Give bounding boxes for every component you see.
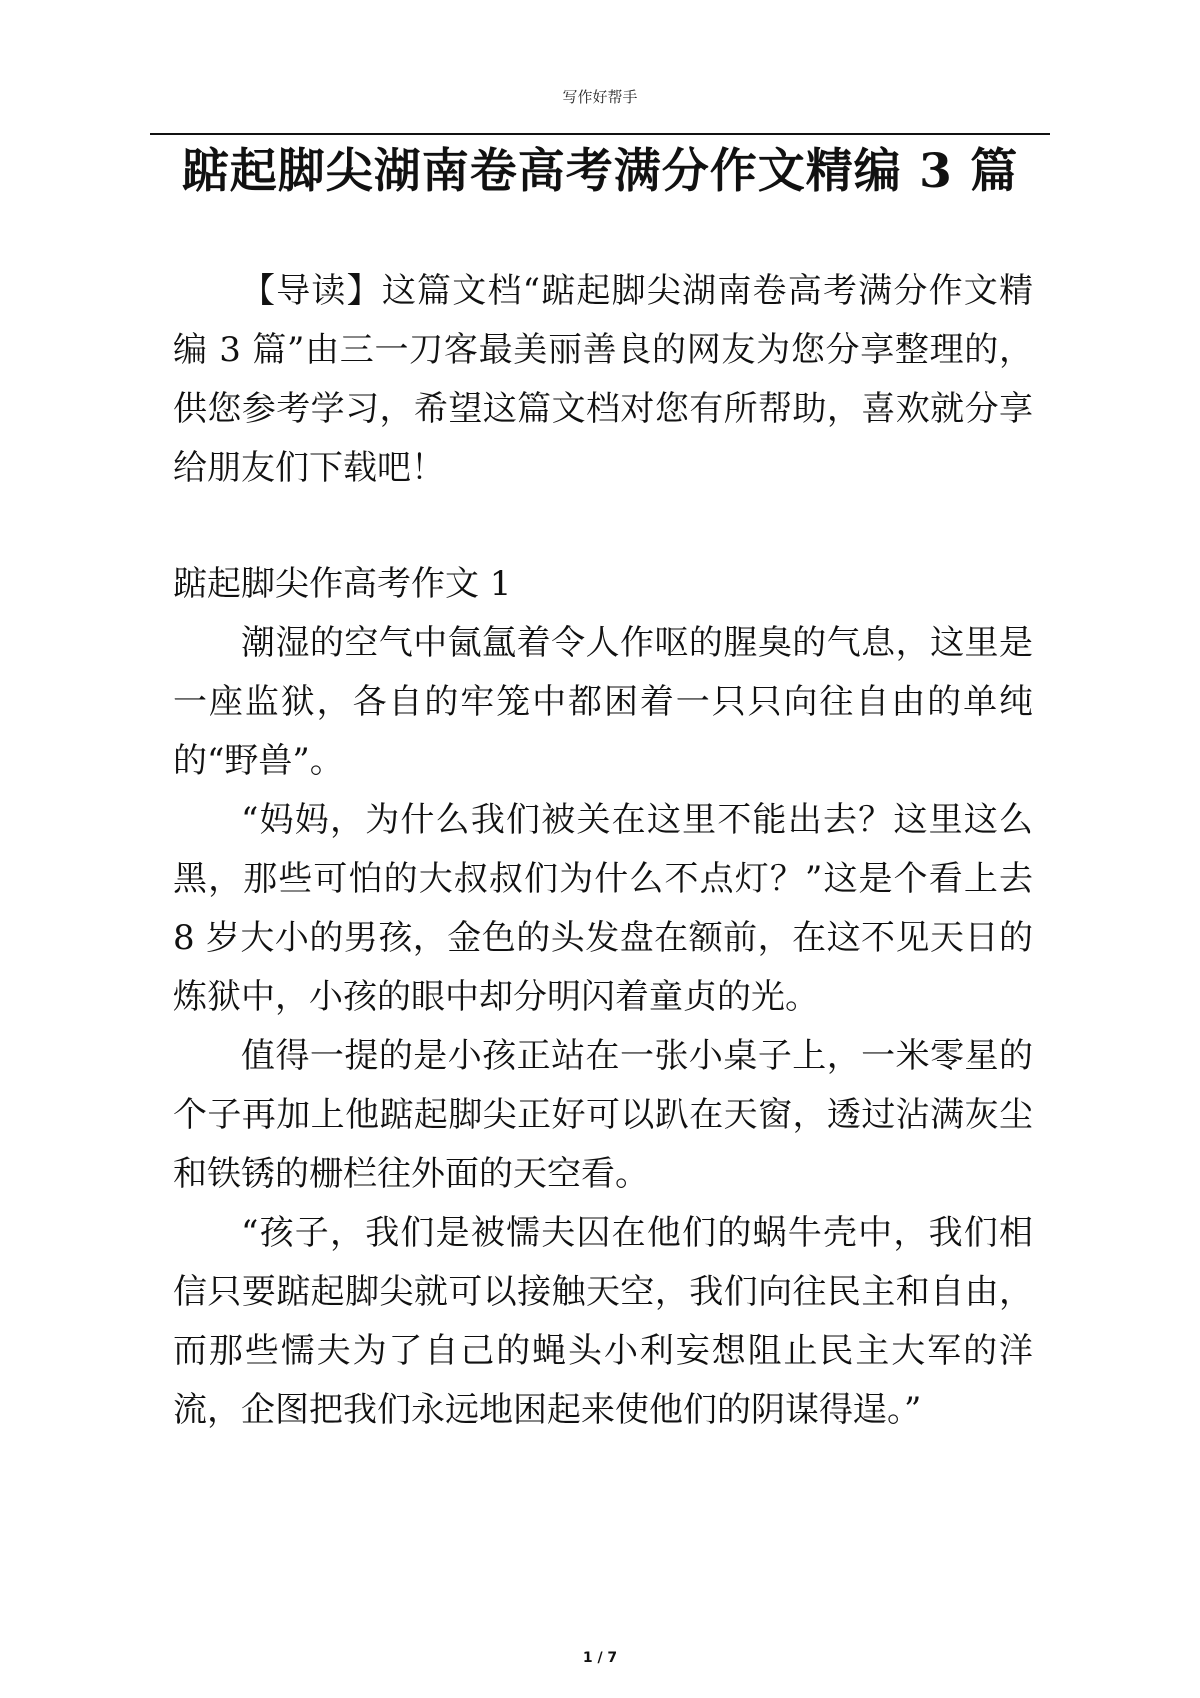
header-divider [150, 133, 1050, 135]
body-paragraph: “孩子，我们是被懦夫囚在他们的蜗牛壳中，我们相信只要踮起脚尖就可以接触天空，我们向往民主和自由，而那些懦夫为了自己的蝇头小利妄想阻止民主大军的洋流，企图把我们永远地困起来使他们的阴谋得逞。” [173, 1213, 1033, 1430]
lead-paragraph: 【导读】这篇文档“踮起脚尖湖南卷高考满分作文精编 3 篇”由三一刀客最美丽善良的网友为您分享整理的，供您参考学习，希望这篇文档对您有所帮助，喜欢就分享给朋友们下载吧！ [173, 271, 1033, 488]
document-title: 踮起脚尖湖南卷高考满分作文精编 3 篇 [181, 144, 1019, 199]
body-paragraph: “妈妈，为什么我们被关在这里不能出去？这里这么黑，那些可怕的大叔叔们为什么不点灯？”这是个看上去 8 岁大小的男孩，金色的头发盘在额前，在这不见天日的炼狱中，小孩的眼中却分明闪着童贞的光。 [173, 800, 1033, 1017]
page-header: 写作好帮手 [562, 88, 638, 106]
page-number: 1 / 7 [582, 1650, 618, 1666]
body-paragraph: 潮湿的空气中氤氲着令人作呕的腥臭的气息，这里是一座监狱，各自的牢笼中都困着一只只向往自由的单纯的“野兽”。 [173, 623, 1033, 781]
body-paragraph: 值得一提的是小孩正站在一张小桌子上，一米零星的个子再加上他踮起脚尖正好可以趴在天窗，透过沾满灰尘和铁锈的栅栏往外面的天空看。 [173, 1036, 1033, 1194]
section-heading: 踮起脚尖作高考作文 1 [173, 564, 512, 604]
document-body [173, 262, 1033, 1440]
